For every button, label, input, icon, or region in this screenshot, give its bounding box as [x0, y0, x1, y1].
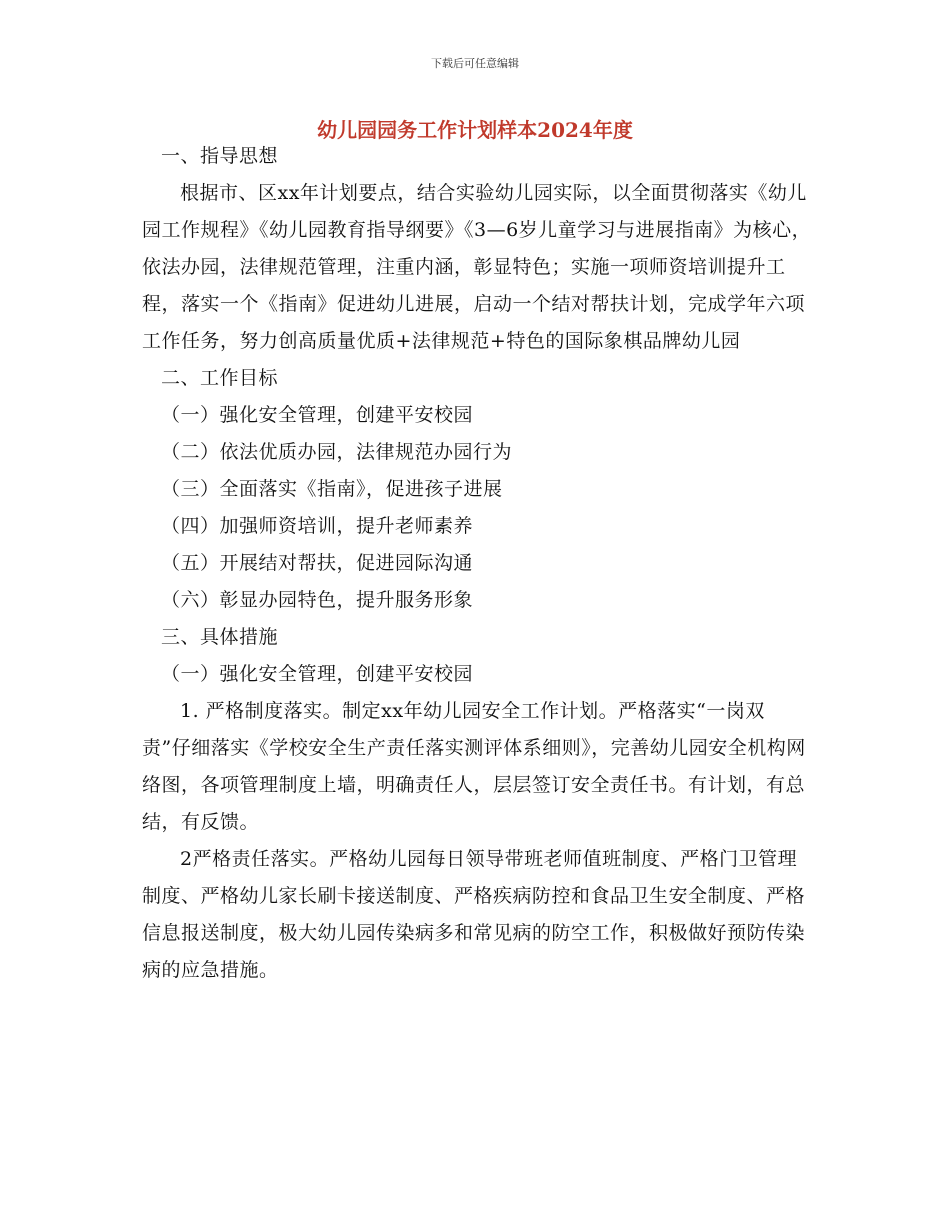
section-heading-work-goals: 二、工作目标 [161, 367, 279, 389]
goal-item: （六）彰显办园特色，提升服务形象 [161, 589, 474, 611]
goal-item: （四）加强师资培训，提升老师素养 [161, 515, 474, 537]
goal-item: （一）强化安全管理，创建平安校园 [161, 404, 474, 426]
document-body [142, 138, 812, 989]
goal-item: （二）依法优质办园，法律规范办园行为 [161, 441, 513, 463]
goal-item: （五）开展结对帮扶，促进园际沟通 [161, 552, 474, 574]
header-note: 下载后可任意编辑 [431, 57, 519, 70]
goal-item: （三）全面落实《指南》，促进孩子进展 [161, 478, 503, 500]
paragraph-measure-1: 1. 严格制度落实。制定xx年幼儿园安全工作计划。严格落实“一岗双责”仔细落实《学校安全生产责任落实测评体系细则》，完善幼儿园安全机构网络图，各项管理制度上墙，明确责任人，层层签订安全责任书。有计划，有总结，有反馈。 [142, 700, 806, 833]
paragraph-measure-2: 2严格责任落实。严格幼儿园每日领导带班老师值班制度、严格门卫管理制度、严格幼儿家长刷卡接送制度、严格疾病防控和食品卫生安全制度、严格信息报送制度，极大幼儿园传染病多和常见病的防空工作，积极做好预防传染病的应急措施。 [142, 848, 806, 981]
document-title: 幼儿园园务工作计划样本2024年度 [317, 118, 633, 142]
section-heading-guiding-thought: 一、指导思想 [161, 145, 279, 167]
section-heading-measures: 三、具体措施 [161, 626, 279, 648]
measures-subheading: （一）强化安全管理，创建平安校园 [161, 663, 474, 685]
paragraph-guiding-thought: 根据市、区xx年计划要点，结合实验幼儿园实际，以全面贯彻落实《幼儿园工作规程》《幼儿园教育指导纲要》《3—6岁儿童学习与进展指南》为核心，依法办园，法律规范管理，注重内涵，彰显特色；实施一项师资培训提升工程，落实一个《指南》促进幼儿进展，启动一个结对帮扶计划，完成学年六项工作任务，努力创高质量优质+法律规范+特色的国际象棋品牌幼儿园 [142, 182, 812, 352]
